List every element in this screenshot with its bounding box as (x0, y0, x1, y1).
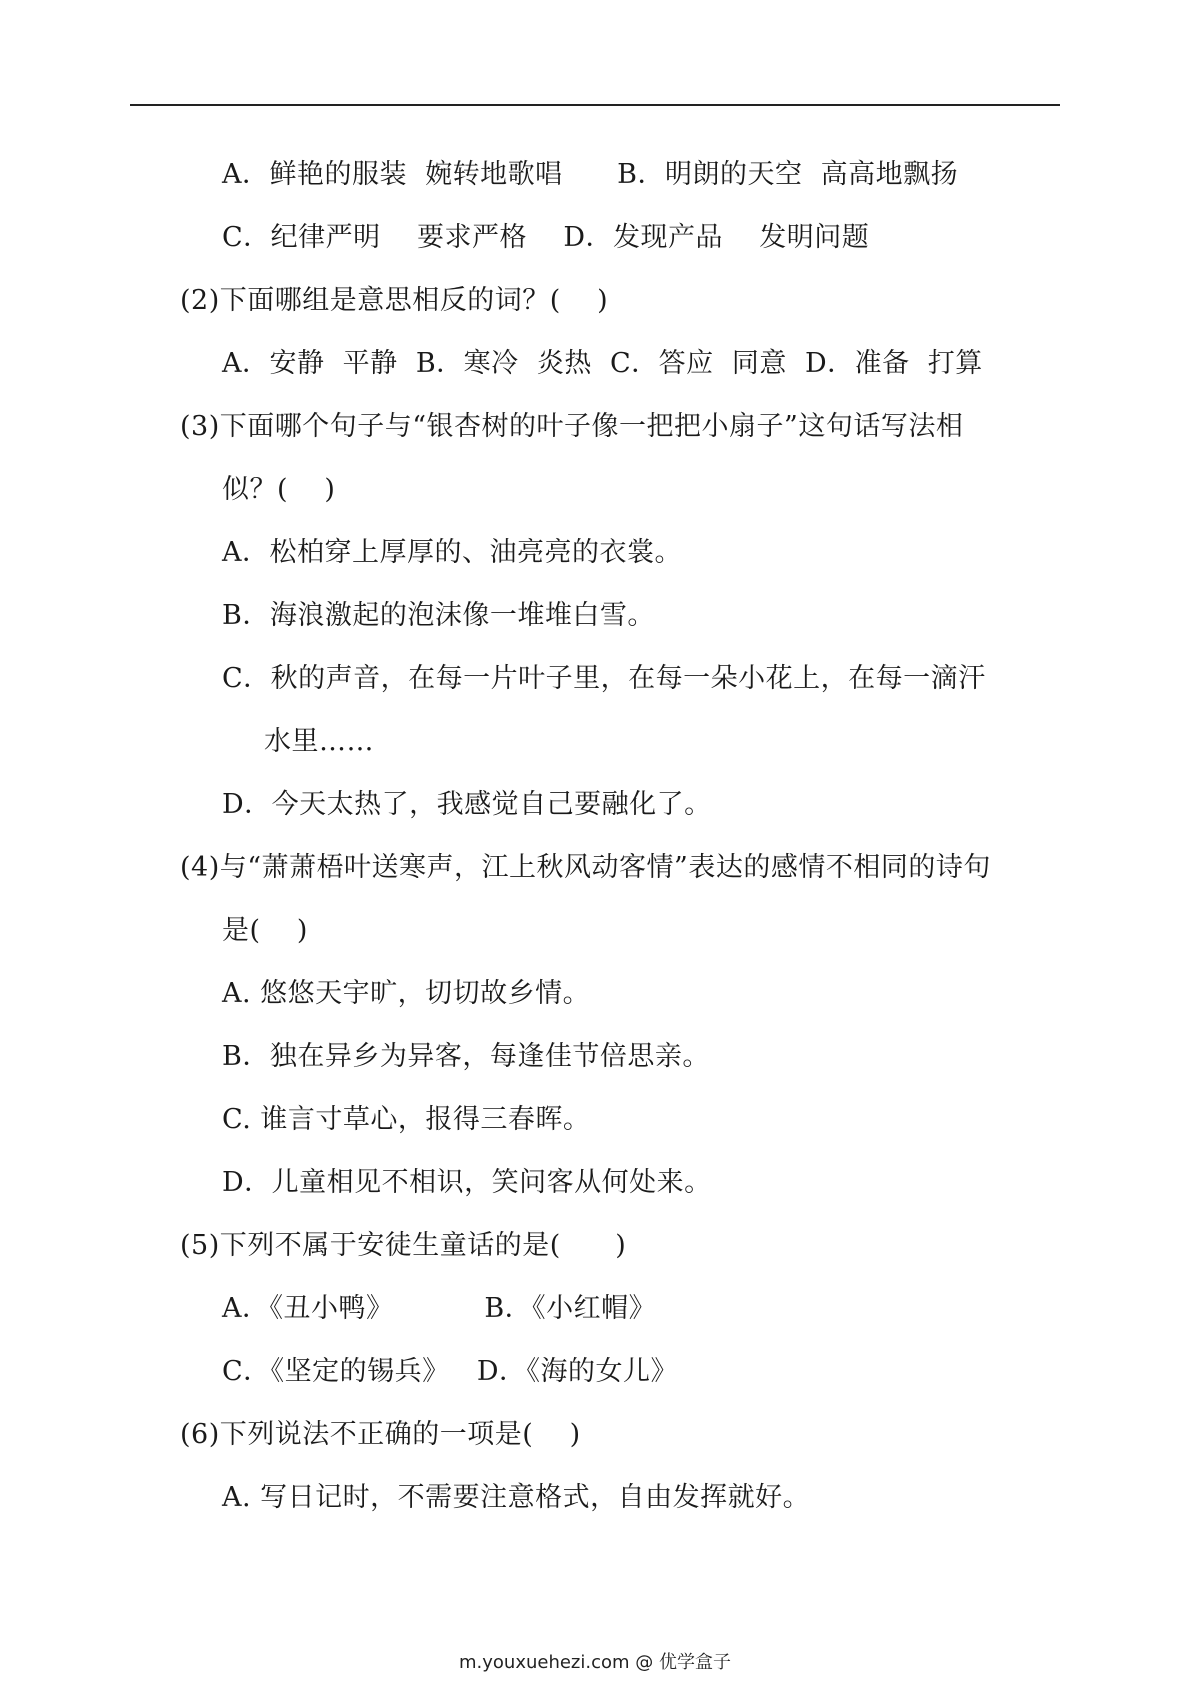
q6-option-a: A. 写日记时，不需要注意格式，自由发挥就好。 (222, 1482, 811, 1513)
q2-stem: (2)下面哪组是意思相反的词？( ) (180, 285, 609, 316)
q3-stem-line2: 似？( ) (222, 474, 336, 505)
q5-options-ab: A．《丑小鸭》 B．《小红帽》 (222, 1293, 657, 1324)
q4-option-c: C. 谁言寸草心，报得三春晖。 (222, 1104, 591, 1135)
q4-stem-line2: 是( ) (222, 915, 308, 946)
footer-watermark: m.youxuehezi.com @ 优学盒子 (458, 1652, 731, 1673)
q1-options-cd: C．纪律严明 要求严格 D．发现产品 发明问题 (222, 222, 870, 253)
q4-option-b: B．独在异乡为异客，每逢佳节倍思亲。 (222, 1041, 710, 1072)
q5-stem: (5)下列不属于安徒生童话的是( ) (180, 1230, 627, 1261)
q3-option-c-line2: 水里…… (264, 726, 374, 757)
q4-option-a: A. 悠悠天宇旷，切切故乡情。 (222, 978, 591, 1009)
q3-option-d: D．今天太热了，我感觉自己要融化了。 (222, 789, 712, 820)
q2-options: A．安静 平静 B．寒冷 炎热 C．答应 同意 D．准备 打算 (222, 348, 983, 379)
q1-options-ab: A．鲜艳的服装 婉转地歌唱 B．明朗的天空 高高地飘扬 (222, 159, 959, 190)
q4-stem-line1: (4)与“萧萧梧叶送寒声，江上秋风动客情”表达的感情不相同的诗句 (180, 852, 991, 883)
q3-stem-line1: (3)下面哪个句子与“银杏树的叶子像一把把小扇子”这句话写法相 (180, 411, 964, 442)
q3-option-b: B．海浪激起的泡沫像一堆堆白雪。 (222, 600, 655, 631)
header-rule (130, 104, 1060, 106)
q5-options-cd: C．《坚定的锡兵》 D．《海的女儿》 (222, 1356, 679, 1387)
q4-option-d: D．儿童相见不相识，笑问客从何处来。 (222, 1167, 712, 1198)
q3-option-c-line1: C．秋的声音，在每一片叶子里，在每一朵小花上，在每一滴汗 (222, 663, 986, 694)
q6-stem: (6)下列说法不正确的一项是( ) (180, 1419, 581, 1450)
q3-option-a: A．松柏穿上厚厚的、油亮亮的衣裳。 (222, 537, 682, 568)
